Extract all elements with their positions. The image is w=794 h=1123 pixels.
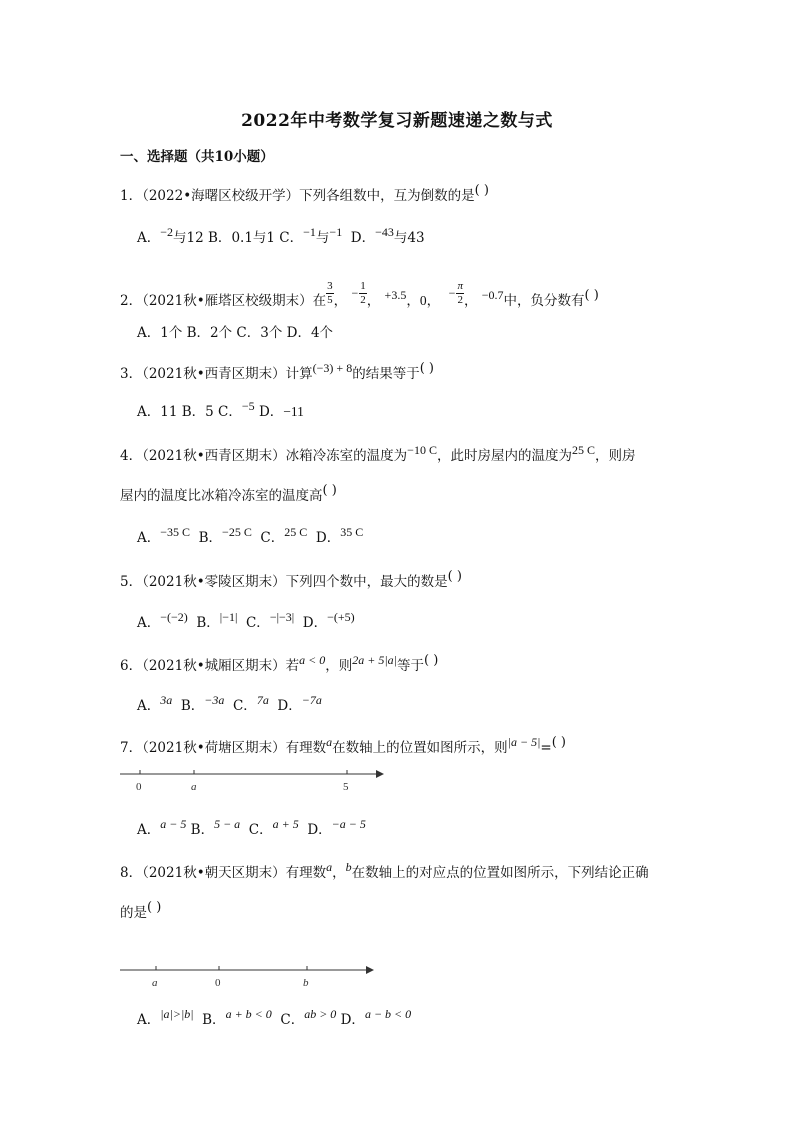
option-c: C．−|−3| (245, 610, 295, 631)
answer-paren: ( ) (423, 653, 439, 668)
option-b: B．−25 C (198, 525, 252, 546)
question-8-options (137, 1008, 411, 1028)
option-d: D．a − b < 0 (340, 1007, 412, 1028)
number-line-q8 (118, 960, 398, 992)
question-6-options (137, 694, 322, 714)
option-d: D．−(+5) (302, 610, 355, 631)
section-heading: 一、选择题（共10小题） (120, 149, 274, 165)
question-4-options (137, 526, 363, 546)
option-b: B．5 − a (190, 817, 241, 838)
question-2-options: A．1个 B．2个 C．3个 D．4个 (137, 325, 334, 341)
axis-label: 0 (215, 977, 221, 989)
axis-label: b (303, 977, 309, 989)
option-c: C．−5 (218, 399, 255, 420)
option-d: D．−7a (277, 693, 322, 714)
axis-arrow (376, 770, 384, 778)
axis-label: 0 (136, 781, 142, 793)
number-line-q7 (118, 764, 398, 796)
option-a: A．−35 C (137, 525, 191, 546)
question-2: 2．（2021秋•雁塔区校级期末）在 $\frac{3}{5}$ ， − $\frac{1}{2}$ ， +3.5，0， − $\frac{\pi}{2}$ ， −0.7中，负分数有( ) (120, 280, 599, 309)
option-d: D．−43与43 (350, 225, 425, 246)
fraction-pi-2: $\frac{\pi}{2}$ (457, 280, 463, 306)
option-d: D．35 C (315, 525, 364, 546)
option-a: A．3a (137, 693, 173, 714)
fraction-1-2: $\frac{1}{2}$ (360, 280, 366, 306)
option-b: B．−3a (180, 693, 225, 714)
option-a: A．|a|>|b| (137, 1007, 194, 1028)
question-8: 8．（2021秋•朝天区期末）有理数a，b在数轴上的对应点的位置如图所示，下列结论正确 (120, 860, 649, 881)
answer-paren: ( ) (147, 900, 162, 915)
question-1-options (137, 226, 425, 246)
question-8-line-2: 的是( ) (120, 900, 162, 921)
option-a: A．−(−2) (137, 610, 188, 631)
question-5: 5．（2021秋•零陵区期末）下列四个数中，最大的数是( ) (120, 569, 462, 590)
question-3: 3．（2021秋•西青区期末）计算(−3) + 8的结果等于( ) (120, 361, 434, 382)
answer-paren: ( ) (551, 735, 566, 750)
answer-paren: ( ) (322, 483, 337, 498)
answer-paren: ( ) (419, 361, 434, 376)
option-c: C．a + 5 (248, 817, 299, 838)
option-b: B．a + b < 0 (202, 1007, 272, 1028)
question-1-stem: 1．（2022•海曙区校级开学）下列各组数中，互为倒数的是 (120, 188, 475, 204)
axis-label: 5 (343, 781, 349, 793)
axis-label: a (152, 977, 158, 989)
option-b: B．|−1| (196, 610, 238, 631)
option-b: B．0.1与1 (208, 230, 275, 246)
answer-paren: ( ) (447, 569, 462, 584)
math-expression: (−3) + 8 (312, 361, 353, 375)
question-4: 4．（2021秋•西青区期末）冰箱冷冻室的温度为−10 C，此时房屋内的温度为25 C，则房 (120, 443, 636, 464)
option-c: C．25 C (260, 525, 308, 546)
question-2-stem: 2．（2021秋•雁塔区校级期末）在 (120, 293, 327, 309)
question-6: 6．（2021秋•城厢区期末）若a < 0，则2a + 5|a|等于( ) (120, 653, 439, 674)
option-b: B．5 (181, 404, 214, 420)
option-a: A．11 (137, 404, 178, 420)
question-7: 7．（2021秋•荷塘区期末）有理数a在数轴上的位置如图所示，则|a − 5|=( ) (120, 735, 566, 756)
option-d: D．−a − 5 (307, 817, 366, 838)
option-a: A．a − 5 (137, 817, 187, 838)
option-a: A．−2与12 (137, 225, 204, 246)
option-c: C．ab > 0 (280, 1007, 337, 1028)
axis-arrow (366, 966, 374, 974)
question-4-line-2: 屋内的温度比冰箱冷冻室的温度高( ) (120, 483, 337, 504)
option-c: C．−1与−1 (279, 225, 343, 246)
question-1 (120, 184, 489, 204)
question-7-options (137, 818, 366, 838)
option-d: D．−11 (258, 404, 304, 420)
question-3-options (137, 400, 304, 420)
option-c: C．7a (232, 693, 269, 714)
page-title: 2022年中考数学复习新题速递之数与式 (241, 111, 553, 131)
fraction-3-5: $\frac{3}{5}$ (327, 280, 333, 306)
answer-paren: ( ) (474, 183, 489, 198)
answer-paren: ( ) (584, 288, 599, 303)
axis-label: a (191, 781, 197, 793)
question-5-options (137, 611, 355, 631)
